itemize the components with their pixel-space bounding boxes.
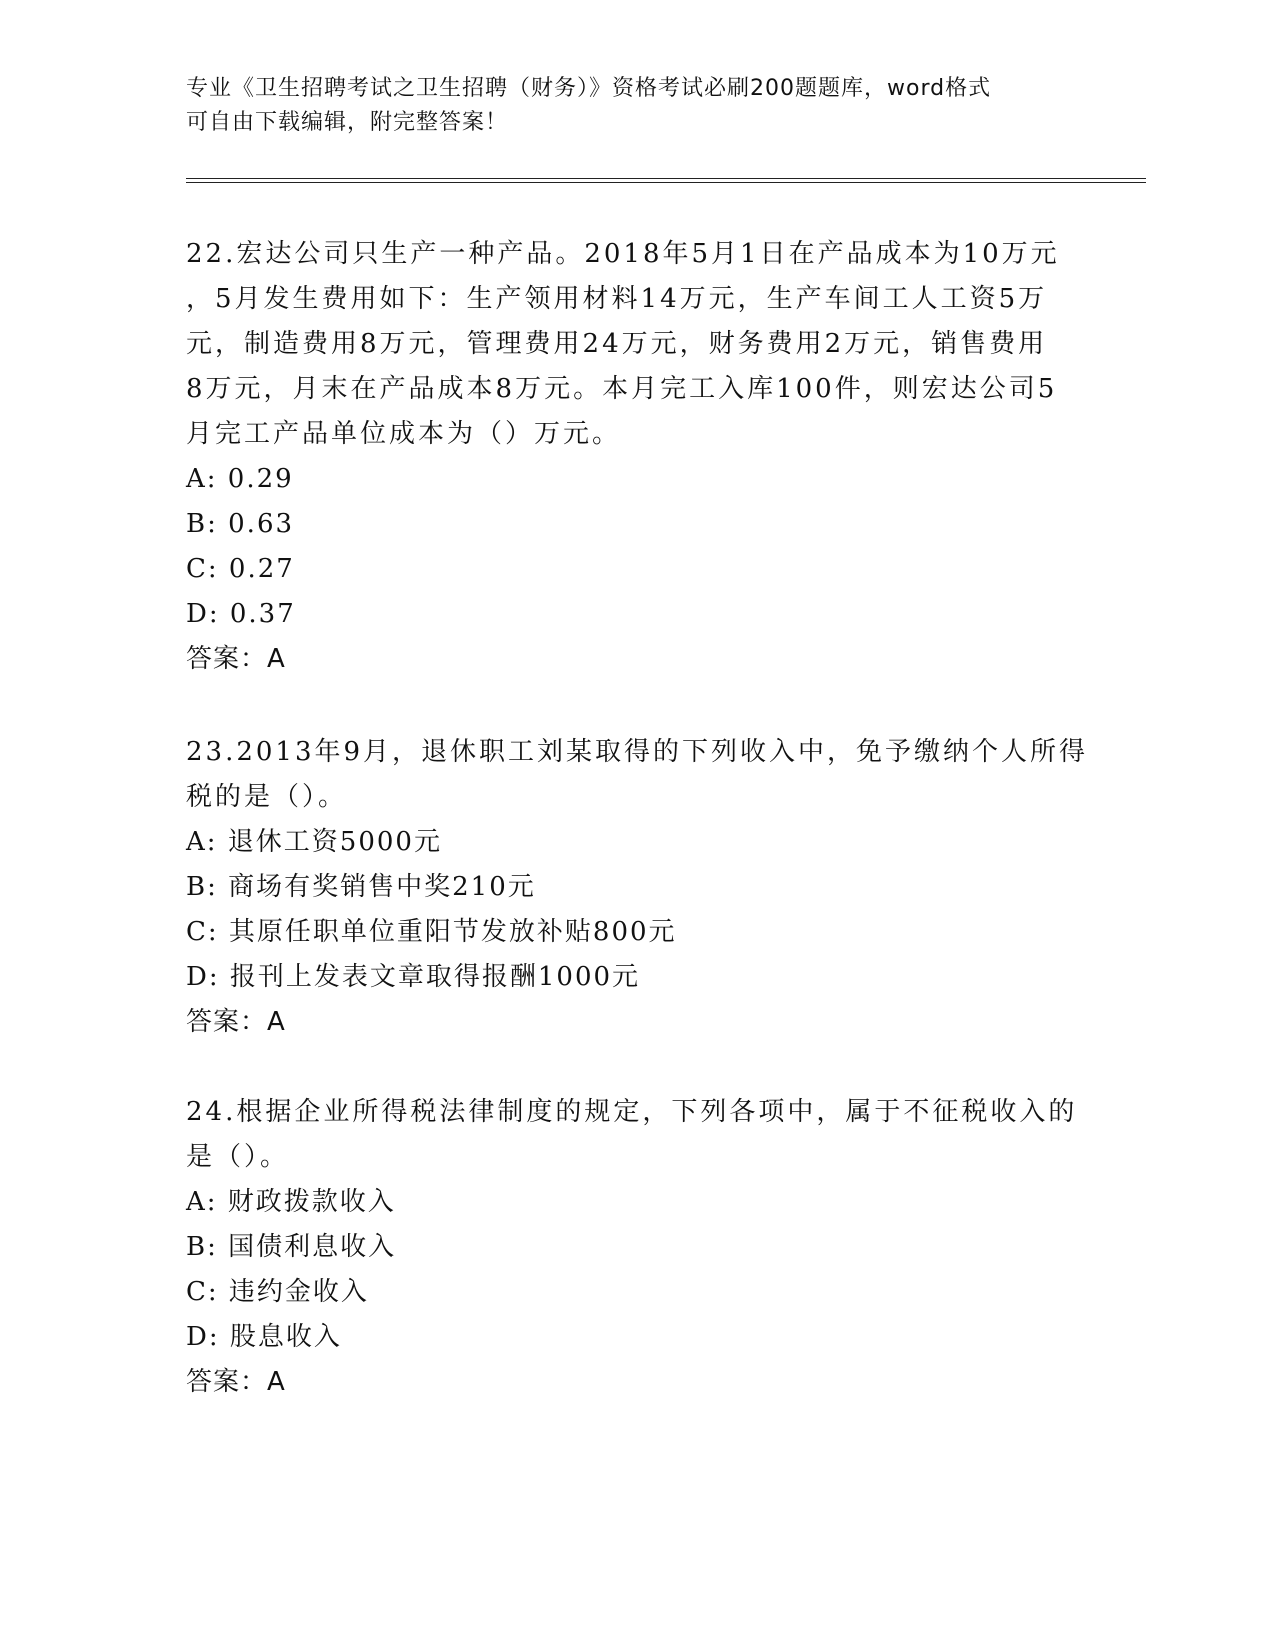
document-header (186, 72, 1066, 140)
option-c: C: 0.27 (186, 554, 295, 584)
question-stem-line: 是（）。 (186, 1142, 290, 1172)
question-23 (186, 730, 1089, 1045)
option-b: B: 0.63 (186, 509, 295, 539)
option-d: D: 股息收入 (186, 1322, 342, 1352)
question-stem-line: ，5月发生费用如下：生产领用材料14万元，生产车间工人工资5万 (186, 284, 1048, 314)
option-a: A: 0.29 (186, 464, 294, 494)
option-c: C: 其原任职单位重阳节发放补贴800元 (186, 917, 677, 947)
header-title-line-1: 专业《卫生招聘考试之卫生招聘（财务）》资格考试必刷200题题库，word格式 (186, 76, 992, 101)
question-stem-line: 月完工产品单位成本为（）万元。 (186, 419, 622, 449)
option-d: D: 0.37 (186, 599, 296, 629)
question-24 (186, 1090, 1076, 1405)
option-a: A: 财政拨款收入 (186, 1187, 396, 1217)
answer-label: 答案：A (186, 1007, 286, 1037)
option-c: C: 违约金收入 (186, 1277, 369, 1307)
option-d: D: 报刊上发表文章取得报酬1000元 (186, 962, 641, 992)
answer-label: 答案：A (186, 644, 286, 674)
question-stem-line: 23.2013年9月，退休职工刘某取得的下列收入中，免予缴纳个人所得 (186, 737, 1089, 767)
question-stem-line: 8万元，月末在产品成本8万元。本月完工入库100件，则宏达公司5 (186, 374, 1058, 404)
header-title-line-2: 可自由下载编辑，附完整答案！ (186, 110, 509, 135)
question-stem-line: 元，制造费用8万元，管理费用24万元，财务费用2万元，销售费用 (186, 329, 1048, 359)
question-22 (186, 232, 1076, 682)
answer-label: 答案：A (186, 1367, 286, 1397)
header-divider-top (186, 178, 1146, 179)
question-stem-line: 24.根据企业所得税法律制度的规定，下列各项中，属于不征税收入的 (186, 1097, 1078, 1127)
question-stem-line: 税的是（）。 (186, 782, 348, 812)
option-b: B: 商场有奖销售中奖210元 (186, 872, 536, 902)
question-stem-line: 22.宏达公司只生产一种产品。2018年5月1日在产品成本为10万元 (186, 239, 1060, 269)
option-b: B: 国债利息收入 (186, 1232, 397, 1262)
header-divider-bottom (186, 182, 1146, 183)
option-a: A: 退休工资5000元 (186, 827, 442, 857)
